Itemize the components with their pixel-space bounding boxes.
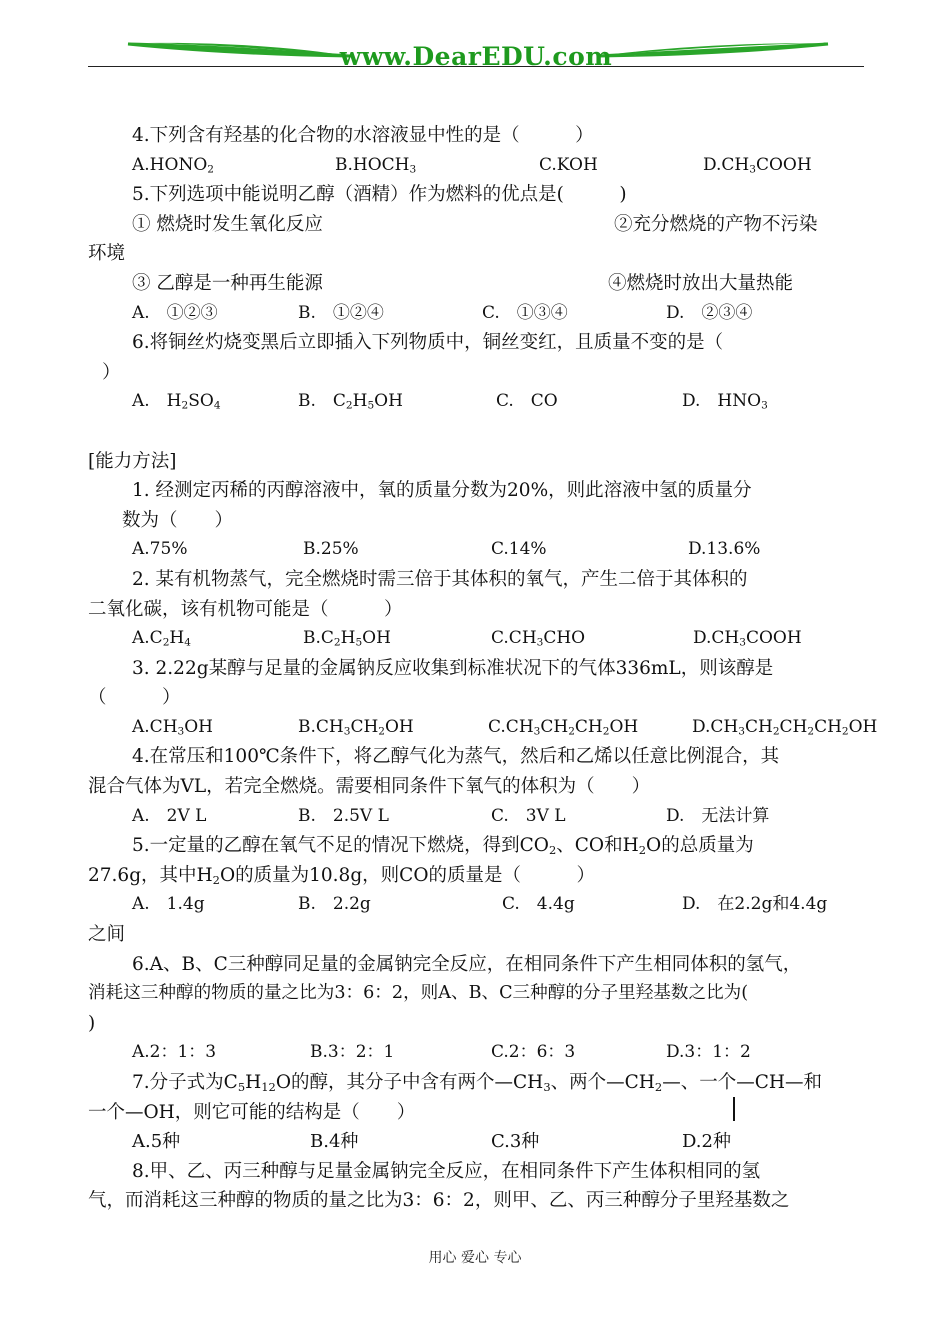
option-b: B. $C_2H_5OH$ (298, 391, 403, 412)
question-stem-continuation: ） (102, 361, 121, 383)
option-b: B. ①②④ (298, 302, 384, 323)
options-row (88, 890, 864, 920)
option-d: D. $HNO_3$ (682, 391, 768, 412)
option-d: D.3：1：2 (666, 1042, 751, 1063)
option-a: $A.CH_3OH$ (132, 716, 213, 738)
statement-row (88, 210, 864, 240)
question-stem: 5.下列选项中能说明乙醇（酒精）作为燃料的优点是( ) (132, 184, 627, 206)
question-stem-continuation: 27.6g，其中$H_2O$的质量为10.8g，则CO的质量是（ ） (88, 864, 595, 887)
option-a: $A.HONO_2$ (132, 154, 214, 176)
option-b: $B.CH_3CH_2OH$ (298, 716, 414, 738)
question-stem: 2. 某有机物蒸气，完全燃烧时需三倍于其体积的氧气，产生二倍于其体积的 (132, 568, 748, 590)
header-rule (88, 66, 864, 67)
question-stem-continuation: 一个—OH，则它可能的结构是（ ） (88, 1101, 416, 1123)
option-d: D. 在2.2g和4.4g (682, 894, 828, 915)
option-c: C. 3V L (491, 805, 566, 826)
option-d: D. ②③④ (666, 302, 753, 323)
statement-row (88, 269, 864, 299)
options-row (88, 299, 864, 329)
question-stem: 6.将铜丝灼烧变黑后立即插入下列物质中，铜丝变红，且质量不变的是（ (132, 332, 724, 354)
option-a: A. $H_2SO_4$ (132, 391, 221, 412)
option-c: C. 4.4g (502, 894, 575, 915)
option-a: A. 1.4g (132, 894, 205, 915)
question-stem-continuation: 消耗这三种醇的物质的量之比为3：6：2，则A、B、C三种醇的分子里羟基数之比为( (88, 983, 749, 1004)
option-d: D. 无法计算 (666, 805, 770, 826)
option-c: C. ①③④ (482, 302, 568, 323)
option-b: B.4种 (310, 1131, 359, 1153)
page-header (88, 36, 864, 76)
options-row (88, 1038, 864, 1068)
option-a: A.75% (132, 539, 188, 560)
option-c: C.3种 (491, 1131, 540, 1153)
option-a: A. ①②③ (132, 302, 218, 323)
option-d: $D.CH_3CH_2CH_2CH_2OH$ (692, 716, 878, 738)
statement-4: ④燃烧时放出大量热能 (608, 272, 794, 294)
option-continuation: 之间 (88, 924, 126, 946)
question-stem-continuation: 气，而消耗这三种醇的物质的量之比为3：6：2，则甲、乙、丙三种醇分子里羟基数之 (88, 1190, 790, 1212)
statement-continuation: 环境 (88, 243, 126, 265)
question-stem-continuation: 数为（ ） (122, 509, 234, 531)
question-stem: 8.甲、乙、丙三种醇与足量金属钠完全反应，在相同条件下产生体积相同的氢 (132, 1160, 761, 1182)
question-stem: 5.一定量的乙醇在氧气不足的情况下燃烧，得到$CO_2$、CO和$H_2O$的总质量为 (132, 835, 754, 858)
option-d: D.2种 (682, 1131, 731, 1153)
option-b: B. 2.5V L (298, 805, 389, 826)
question-stem: 1. 经测定丙稀的丙醇溶液中，氧的质量分数为20%，则此溶液中氢的质量分 (132, 480, 752, 502)
option-a: A.5种 (132, 1131, 181, 1153)
question-stem-end: ) (88, 1012, 96, 1034)
option-b: B.3：2：1 (310, 1042, 395, 1063)
options-row (88, 713, 878, 743)
option-c: C.KOH (539, 154, 598, 175)
option-a: $A.C_2H_4$ (132, 628, 191, 649)
option-b: B. 2.2g (298, 894, 371, 915)
option-c: $C.CH_3CH_2CH_2OH$ (488, 716, 639, 738)
options-row (88, 535, 864, 565)
option-c: $C.CH_3CHO$ (491, 628, 586, 649)
option-d: D.13.6% (688, 539, 761, 560)
options-row (88, 1127, 864, 1157)
spacer (88, 417, 864, 447)
page-footer: 用心 爱心 专心 (428, 1250, 522, 1266)
options-row (88, 387, 864, 417)
option-d: $D.CH_3COOH$ (693, 628, 802, 649)
option-c: C. CO (496, 391, 558, 412)
question-stem: 3. 2.22g某醇与足量的金属钠反应收集到标准状况下的气体336mL，则该醇是 (132, 657, 774, 679)
statement-3: ③ 乙醇是一种再生能源 (132, 272, 323, 294)
option-a: A. 2V L (132, 805, 207, 826)
question-stem: 4.下列含有羟基的化合物的水溶液显中性的是（ ） (132, 125, 594, 146)
options-row (88, 624, 864, 654)
document-body (88, 121, 878, 1216)
question-stem-continuation: （ ） (88, 687, 181, 709)
option-b: B.25% (303, 539, 359, 560)
question-stem: 4.在常压和100℃条件下，将乙醇气化为蒸气，然后和乙烯以任意比例混合，其 (132, 746, 780, 768)
site-url: www.DearEDU.com (339, 42, 613, 71)
options-row (88, 151, 864, 181)
statement-1: ① 燃烧时发生氧化反应 (132, 213, 323, 235)
section-title: [能力方法] (88, 450, 177, 472)
option-b: $B.C_2H_5OH$ (303, 628, 391, 649)
question-stem: 7.分子式为$C_5H_{12}O$的醇，其分子中含有两个$—CH_3$、两个$—CH_2—$、一个—CH—和 (132, 1072, 822, 1094)
option-b: $B.HOCH_3$ (335, 154, 417, 176)
option-d: $D.CH_3COOH$ (703, 154, 812, 176)
structure-bond-line (733, 1097, 735, 1121)
question-stem-continuation: 混合气体为VL，若完全燃烧。需要相同条件下氧气的体积为（ ） (88, 776, 651, 798)
option-c: C.14% (491, 539, 547, 560)
statement-2: ②充分燃烧的产物不污染 (614, 213, 818, 235)
question-stem: 6.A、B、C三种醇同足量的金属钠完全反应，在相同条件下产生相同体积的氢气， (132, 953, 802, 975)
option-c: C.2：6：3 (491, 1042, 576, 1063)
question-stem-continuation: 二氧化碳，该有机物可能是（ ） (88, 598, 403, 620)
option-a: A.2：1：3 (132, 1042, 217, 1063)
options-row (88, 802, 864, 832)
